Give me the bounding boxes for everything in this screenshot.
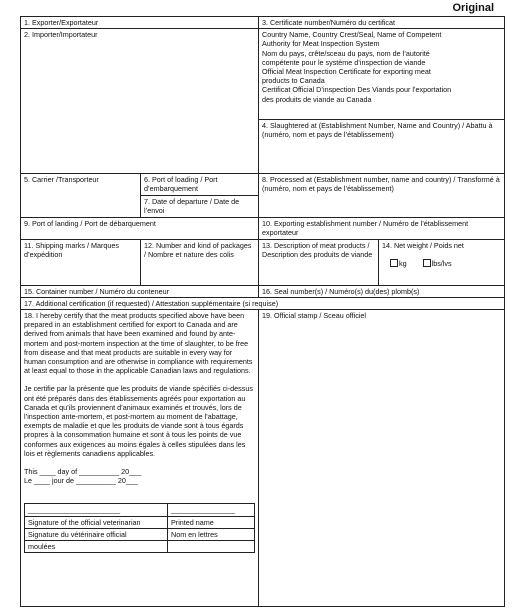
field-slaughtered-at[interactable] [259, 120, 505, 174]
date-line-en[interactable]: This ____ day of __________ 20___ [24, 467, 142, 477]
certification-text-en: 18. I hereby certify that the meat products specified above have been prepared in an establishment certified for export to Canada and are derived from animals that have been examined and found by ante-mortem and post-mortem inspection at the time of slaughter, to be free from disease and that meat products are suitable in every way for human consumption and are otherwise in compliance with requirements at least equal to those in the applicable Canadian laws and regulations. [24, 311, 253, 376]
authority-line-3: Nom du pays, crête/sceau du pays, nom de l’autorité [262, 48, 430, 58]
field-importer[interactable] [21, 29, 259, 174]
official-stamp-label: 19. Official stamp / Sceau officiel [262, 311, 367, 321]
port-of-loading-label: 6. Port of loading / Port d’embarquement [144, 175, 218, 194]
authority-line-7: Certificat Official D’inspection Des Viands pour l’exportation [262, 85, 452, 95]
field-carrier[interactable] [21, 174, 141, 218]
printed-name-line[interactable]: ________________ [168, 504, 255, 516]
authority-line-1: Country Name, Country Crest/Seal, Name of Competent [262, 30, 442, 40]
field-shipping-marks[interactable] [21, 239, 141, 285]
kg-label: kg [399, 258, 407, 268]
unit-options [382, 259, 501, 268]
additional-certification-label: 17. Additional certification (if requested) / Attestation supplémentaire (si requise) [24, 298, 279, 308]
port-of-landing-label: 9. Port of landing / Port de débarquement [24, 219, 156, 229]
field-official-stamp[interactable] [259, 310, 505, 607]
field-exporting-establishment[interactable] [259, 218, 505, 239]
lbs-checkbox[interactable] [423, 259, 431, 267]
importer-label: 2. Importer/Importateur [24, 30, 98, 40]
meat-inspection-certificate-form [20, 16, 505, 607]
original-label: Original [452, 2, 494, 14]
authority-line-6: products to Canada [262, 76, 325, 86]
certificate-number-label: 3. Certificate number/Numéro du certificat [262, 18, 396, 27]
field-net-weight[interactable] [379, 239, 505, 285]
packages-label: 12. Number and kind of packages / Nombre et nature des colis [144, 240, 252, 259]
field-seal-numbers[interactable] [259, 285, 505, 297]
field-packages[interactable] [141, 239, 259, 285]
field-port-of-landing[interactable] [21, 218, 259, 239]
field-certificate-number[interactable] [259, 17, 505, 29]
field-description[interactable] [259, 239, 379, 285]
competent-authority-block [259, 29, 505, 120]
printed-name-en: Printed name [168, 516, 255, 528]
date-of-departure-label: 7. Date of departure / Date de l’envoi [144, 197, 240, 216]
net-weight-label: 14. Net weight / Poids net [382, 240, 464, 250]
signature-line[interactable]: _______________________ [25, 504, 168, 516]
exporter-label: 1. Exporter/Exportateur [24, 18, 99, 27]
signature-vet-fr: Signature du vétérinaire official [25, 528, 168, 540]
field-certification-statement [21, 310, 259, 607]
kg-checkbox[interactable] [390, 259, 398, 267]
signature-vet-en: Signature of the official veterinarian [25, 516, 168, 528]
authority-line-8: des produits de viande au Canada [262, 94, 372, 104]
field-container-number[interactable] [21, 285, 259, 297]
field-exporter[interactable] [21, 17, 259, 29]
signature-vet-fr-2: moulées [25, 541, 168, 553]
field-date-of-departure[interactable] [141, 196, 259, 218]
field-processed-at[interactable] [259, 174, 505, 218]
container-number-label: 15. Container number / Numéro du conteneur [24, 286, 170, 296]
certification-text-fr: Je certifie par la présente que les produits de viande spécifiés ci-dessus ont été préparés dans des établissements agréés pour exportation au Canada et qu’ils proviennent d’animaux examinés et trouvés, lors de l’inspection ante-mortem, et post-mortem au moment de l’abattage, exempts de maladie et que les produits de viande sont à tous égards propres à la consommation humaine et sont à tous les points de vue conformes aux exigences au moins égales à celles stipulées dans les lois et règlements canadiens applicables. [24, 384, 253, 458]
authority-line-5: Official Meat Inspection Certificate for exporting meat [262, 67, 431, 77]
seal-numbers-label: 16. Seal number(s) / Numéro(s) du(des) plomb(s) [262, 286, 420, 296]
shipping-marks-label: 11. Shipping marks / Marques d’expédition [24, 240, 119, 259]
field-port-of-loading[interactable] [141, 174, 259, 196]
date-line-fr[interactable]: Le ____ jour de __________ 20___ [24, 476, 138, 486]
printed-name-fr: Nom en lettres [168, 528, 255, 540]
field-additional-certification[interactable] [21, 297, 505, 309]
processed-at-label: 8. Processed at (Establishment number, name and country) / Transformé à (numéro, nom et pays de l’établissement) [262, 175, 500, 194]
signature-block [24, 503, 255, 553]
carrier-label: 5. Carrier /Transporteur [24, 175, 99, 185]
authority-line-4: compétente pour le système d’inspection de viande [262, 57, 426, 67]
description-label: 13. Description of meat products / Description des produits de viande [262, 240, 373, 259]
exporting-establishment-label: 10. Exporting establishment number / Numéro de l’établissement exportateur [262, 219, 469, 238]
lbs-label: lbs/lvs [431, 258, 452, 268]
slaughtered-at-label: 4. Slaughtered at (Establishment Number, Name and Country) / Abattu à (numéro, nom et pays de l’établissement) [262, 121, 493, 140]
authority-line-2: Authority for Meat Inspection System [262, 39, 380, 49]
